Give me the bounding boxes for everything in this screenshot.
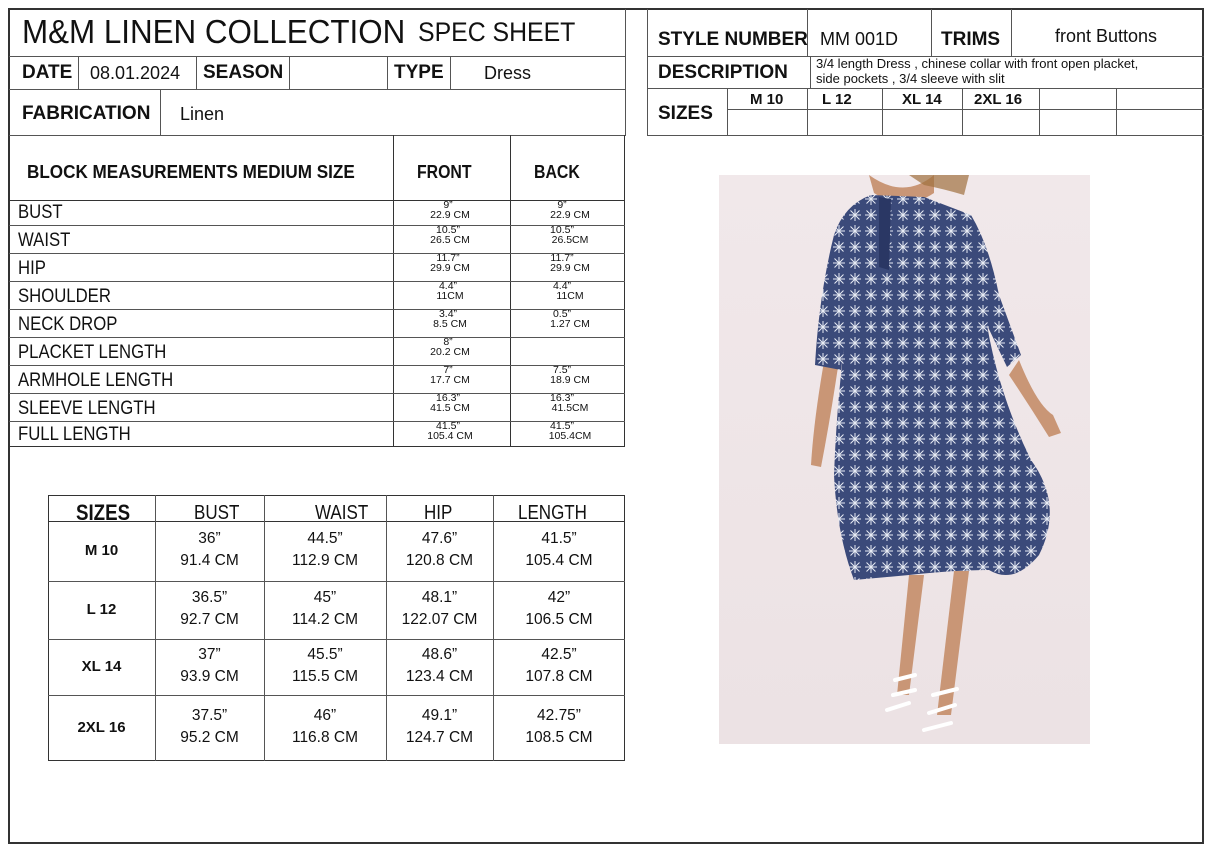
back-inches: 0.5” [552,308,572,320]
measurement-label: SLEEVE LENGTH [18,398,156,419]
front-cm: 29.9 CM [430,262,470,274]
size-chart-header-waist: WAIST [315,502,369,524]
size-chart-size: L 12 [86,601,117,618]
description-line-2: side pockets , 3/4 sleeve with slit [816,71,1005,86]
size-chart-bust-cm: 92.7 CM [180,611,239,628]
front-inches: 41.5” [436,420,460,432]
measurement-label: ARMHOLE LENGTH [18,370,174,391]
size-chart-waist-cm: 112.9 CM [291,552,359,569]
size-chart-waist-inches: 46” [313,707,337,724]
front-inches: 4.4” [438,280,458,292]
size-chart-hip-cm: 124.7 CM [405,729,474,746]
size-chart-header-bust: BUST [194,502,240,524]
measurement-label: HIP [18,258,46,279]
size-chart-bust-inches: 36.5” [191,589,228,606]
size-chart-bust-cm: 93.9 CM [180,668,239,685]
back-cm: 11CM [556,290,584,302]
front-inches: 8” [443,336,453,348]
back-inches: 41.5” [550,420,574,432]
size-chart-hip-inches: 49.1” [421,707,458,724]
front-inches: 3.4” [438,308,458,320]
front-inches: 10.5” [436,224,460,236]
sheet-type: SPEC SHEET [418,17,576,47]
size-chart-header-hip: HIP [424,502,453,524]
block-measurements-title: BLOCK MEASUREMENTS MEDIUM SIZE [27,162,355,182]
dress-photo [719,175,1090,744]
type-value: Dress [484,63,532,83]
back-inches: 9” [557,199,567,211]
fabrication-value: Linen [180,104,225,124]
size-chart-waist-inches: 45” [313,589,337,606]
size-chart-bust-inches: 36” [198,530,221,547]
date-label: DATE [22,62,73,83]
type-label: TYPE [394,62,444,83]
size-chart-length-cm: 105.4 CM [525,552,593,569]
size-chart-bust-cm: 91.4 CM [180,552,239,569]
size-chart-length-inches: 42.75” [537,707,581,724]
size-chart-hip-inches: 47.6” [421,530,458,547]
size-col-xl14: XL 14 [902,91,942,108]
style-number-label: STYLE NUMBER [658,29,808,50]
dress-model-illustration [719,175,1090,744]
front-cm: 20.2 CM [430,346,470,358]
size-chart-length-cm: 108.5 CM [525,729,593,746]
back-column-header: BACK [534,162,580,182]
size-chart-hip-cm: 123.4 CM [405,668,474,685]
back-inches: 4.4” [552,280,572,292]
front-inches: 16.3” [436,392,460,404]
front-cm: 8.5 CM [433,318,467,330]
front-cm: 17.7 CM [430,374,470,386]
size-chart-length-cm: 107.8 CM [525,668,593,685]
size-chart-waist-inches: 44.5” [307,530,343,547]
size-chart-length-inches: 42.5” [541,646,577,663]
back-inches: 11.7” [550,252,574,264]
back-cm: 1.27 CM [550,318,590,330]
trims-value: front Buttons [1055,26,1158,46]
back-inches: 10.5” [550,224,574,236]
front-column-header: FRONT [417,162,472,182]
size-chart-size: 2XL 16 [77,719,126,736]
size-chart-bust-cm: 95.2 CM [180,729,239,746]
size-chart-header-sizes: SIZES [76,500,131,525]
measurement-label: FULL LENGTH [18,424,131,445]
back-cm: 18.9 CM [550,374,590,386]
back-cm: 26.5CM [551,234,589,246]
back-inches: 7.5” [552,364,572,376]
size-chart-bust-inches: 37.5” [191,707,228,724]
trims-label: TRIMS [941,29,1001,50]
size-col-m10: M 10 [750,91,784,108]
description-label: DESCRIPTION [658,62,788,83]
size-chart-waist-inches: 45.5” [307,646,343,663]
front-inches: 9” [443,199,453,211]
front-cm: 26.5 CM [430,234,470,246]
size-chart-header-length: LENGTH [518,502,587,524]
measurement-label: PLACKET LENGTH [18,342,167,363]
size-chart-waist-cm: 116.8 CM [291,729,359,746]
front-inches: 7” [443,364,453,376]
front-inches: 11.7” [436,252,460,264]
size-chart-length-cm: 106.5 CM [525,611,593,628]
front-cm: 11CM [436,290,464,302]
size-col-2xl16: 2XL 16 [974,91,1023,108]
date-value: 08.01.2024 [90,63,181,83]
size-chart-length-inches: 42” [547,589,571,606]
measurement-label: NECK DROP [18,314,118,335]
size-chart-hip-cm: 122.07 CM [401,611,478,628]
front-cm: 41.5 CM [430,402,470,414]
size-chart-size: XL 14 [81,658,122,675]
size-chart-size: M 10 [84,542,119,559]
size-chart-hip-inches: 48.1” [421,589,458,606]
back-cm: 105.4CM [548,430,592,442]
sizes-label: SIZES [658,103,713,124]
measurement-label: WAIST [18,230,71,251]
back-cm: 41.5CM [551,402,589,414]
size-chart-waist-cm: 115.5 CM [291,668,359,685]
measurement-label: BUST [18,202,63,223]
description-line-1: 3/4 length Dress , chinese collar with front open placket, [816,56,1139,71]
size-chart-waist-cm: 114.2 CM [291,611,359,628]
size-col-l12: L 12 [822,91,852,108]
style-number-value: MM 001D [820,29,899,49]
size-chart-bust-inches: 37” [198,646,221,663]
size-chart-hip-inches: 48.6” [421,646,458,663]
back-cm: 22.9 CM [550,209,590,221]
season-label: SEASON [203,62,284,83]
back-cm: 29.9 CM [550,262,590,274]
front-cm: 105.4 CM [427,430,473,442]
size-chart-length-inches: 41.5” [541,530,577,547]
brand-title: M&M LINEN COLLECTION [22,13,406,50]
front-cm: 22.9 CM [430,209,470,221]
measurement-label: SHOULDER [18,286,111,307]
size-chart-hip-cm: 120.8 CM [405,552,474,569]
fabrication-label: FABRICATION [22,103,151,124]
back-inches: 16.3” [550,392,574,404]
